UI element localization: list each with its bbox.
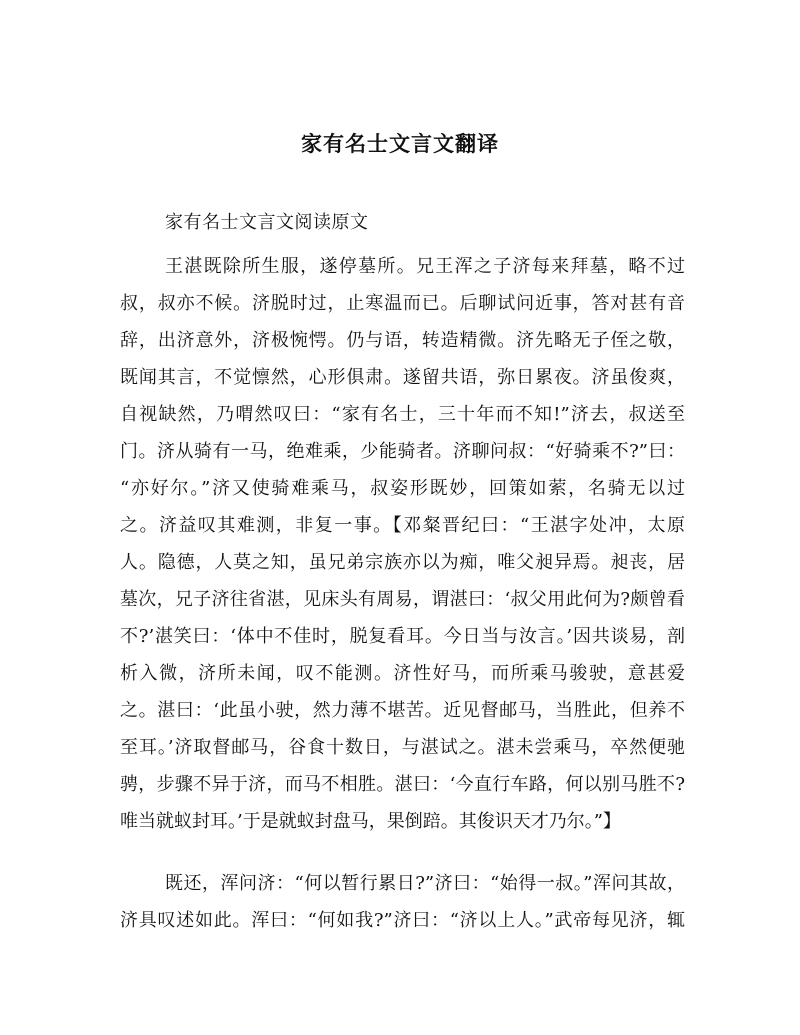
paragraph-line: 之。济益叹其难测，非复一事。【邓粲晋纪曰：“王湛字处冲，太原 (120, 515, 685, 536)
paragraph-line: 之。湛曰：‘此虽小驶，然力薄不堪苦。近见督邮马，当胜此，但养不 (120, 700, 685, 721)
document-title: 家有名士文言文翻译 (301, 132, 499, 156)
paragraph-line: 墓次，兄子济往省湛，见床头有周易，谓湛曰：‘叔父用此何为?颇曾看 (120, 589, 685, 610)
paragraph-line: 王湛既除所生服，遂停墓所。兄王浑之子济每来拜墓，略不过 (165, 256, 685, 277)
paragraph-line: 既闻其言，不觉懔然，心形俱肃。遂留共语，弥日累夜。济虽俊爽， (120, 367, 685, 388)
paragraph-line: 析入微，济所未闻，叹不能测。济性好马，而所乘马骏驶，意甚爱 (120, 663, 685, 684)
paragraph-line: 门。济从骑有一马，绝难乘，少能骑者。济聊问叔：“好骑乘不?”曰： (120, 441, 685, 462)
paragraph-line: 不?’湛笑曰：‘体中不佳时，脱复看耳。今日当与汝言。’因共谈易，剖 (120, 626, 685, 647)
document-subtitle: 家有名士文言文阅读原文 (165, 212, 369, 233)
paragraph-line: 唯当就蚁封耳。’于是就蚁封盘马，果倒踣。其俊识天才乃尔。”】 (120, 811, 621, 832)
paragraph-line: 叔，叔亦不候。济脱时过，止寒温而已。后聊试问近事，答对甚有音 (120, 293, 685, 314)
paragraph-line: “亦好尔。”济又使骑难乘马，叔姿形既妙，回策如萦，名骑无以过 (120, 478, 685, 499)
paragraph-line: 自视缺然，乃喟然叹曰：“家有名士，三十年而不知!”济去，叔送至 (120, 404, 685, 425)
paragraph-line: 辞，出济意外，济极惋愕。仍与语，转造精微。济先略无子侄之敬， (120, 330, 685, 351)
paragraph-line: 既还，浑问济：“何以暂行累日?”济曰：“始得一叔。”浑问其故， (165, 873, 685, 894)
paragraph-line: 骋，步骤不异于济，而马不相胜。湛曰：‘今直行车路，何以别马胜不? (120, 774, 685, 795)
paragraph-line: 济具叹述如此。浑曰：“何如我?”济曰：“济以上人。”武帝每见济，辄 (120, 910, 685, 931)
paragraph-line: 至耳。’济取督邮马，谷食十数日，与湛试之。湛未尝乘马，卒然便驰 (120, 737, 685, 758)
paragraph-line: 人。隐德，人莫之知，虽兄弟宗族亦以为痴，唯父昶异焉。昶丧，居 (120, 552, 685, 573)
